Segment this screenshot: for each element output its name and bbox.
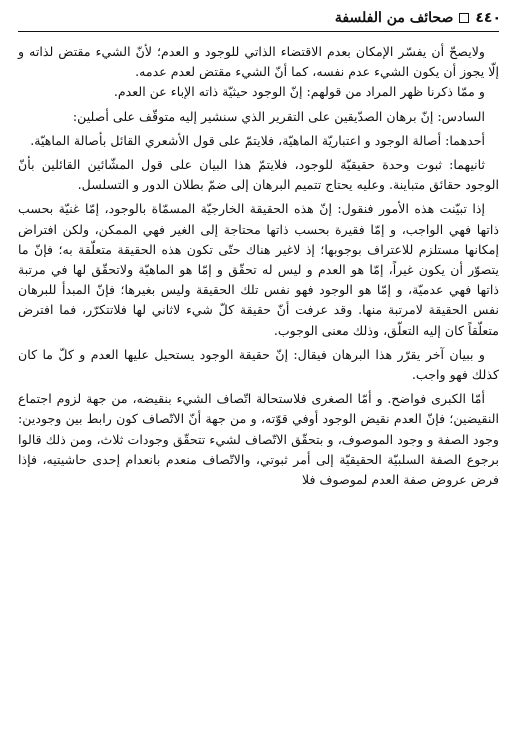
paragraph: السادس: إنّ برهان الصدّيقين على التقرير الذي سنشير إليه متوقّف على أصلين: (72, 108, 485, 124)
paragraph: إذا تبيّنت هذه الأمور فنقول: إنّ هذه الحقيقة الخارجيّة المسمّاة بالوجود، إمّا غنيّة بحسب ذاتها فهي الواجب، و إمّا فقيرة بحسب ذاتها محتاجة إلى الغير فهي الممكن، ولكن افتراض إمكانها مستلزم للاعتراف بوجوبها؛ إذ لاغير هناك حتّى تكون هذه الحقيقة متعلّقة به؛ فإنّ ما يتصوّر أن يكون غيراً، إمّا هو العدم و ليس له تحقّق و إمّا هو الماهيّة ولاتحقّق لها في مرتبة ذاتها فهي عدميّة، و إمّا هو الوجود فهو نفس تلك الحقيقة وليس بغيرها؛ فإنّ المبدأ للبرهان نفس الحقيقة لامرتبة منها. وقد عرفت أنّ حقيقة كلّ شيء لاثاني لها فلاتتكرّر، فما افترض متعلّقاً كان إليه التعلّق، وذلك معنى الوجوب. (18, 201, 499, 338)
paragraph: ثانيهما: ثبوت وحدة حقيقيّة للوجود، فلايتمّ هذا البيان على قول المشّائين القائلين بأنّ الوجود حقائق متباينة. وعليه يحتاج تتميم البرهان إلى ضمّ بطلان الدور و التسلسل. (18, 157, 499, 193)
running-header (335, 10, 501, 26)
paragraph: و ممّا ذكرنا ظهر المراد من قولهم: إنّ الوجود حيثيّة ذاته الإباء عن العدم. (113, 84, 485, 100)
paragraph: أحدهما: أصالة الوجود و اعتباريّة الماهيّة، فلايتمّ على قول الأشعري القائل بأصالة الماهيّة. (30, 132, 485, 148)
book-title: صحائف من الفلسفة (334, 10, 454, 26)
paragraph: ولايصحّ أن يفسّر الإمكان بعدم الاقتضاء الذاتي للوجود و العدم؛ لأنّ الشيء مقتض لذاته و إلّا يجوز أن يكون الشيء عدم نفسه، كما أنّ الشيء مقتض لعدم عدمه. (18, 44, 499, 80)
body-text (18, 42, 499, 490)
header-rule (18, 31, 499, 32)
square-ornament-icon (459, 13, 469, 23)
paragraph: و ببيان آخر يقرّر هذا البرهان فيقال: إنّ حقيقة الوجود يستحيل عليها العدم و كلّ ما كان كذلك فهو واجب. (18, 346, 499, 383)
page-number: ٤٤٠ (475, 10, 501, 26)
paragraph: أمّا الكبرى فواضح. و أمّا الصغرى فلاستحالة اتّصاف الشيء بنقيضه، من جهة لزوم اجتماع النقيضين؛ فإنّ العدم نقيض الوجود أوفي قوّته، و من جهة أنّ الاتّصاف كون رابط بين وجودين: وجود الصفة و وجود الموصوف، و بتحقّق الاتّصاف لشيء تتحقّق وجودات ثلاث، ومن ذلك قالوا برجوع الصفة السلبيّة الحقيقيّة إلى أمر ثبوتي، والاتّصاف منعدم بانعدام إحدى حاشيتيه، فإذا فرض عروض صفة العدم لموصوف فلا (18, 391, 499, 488)
